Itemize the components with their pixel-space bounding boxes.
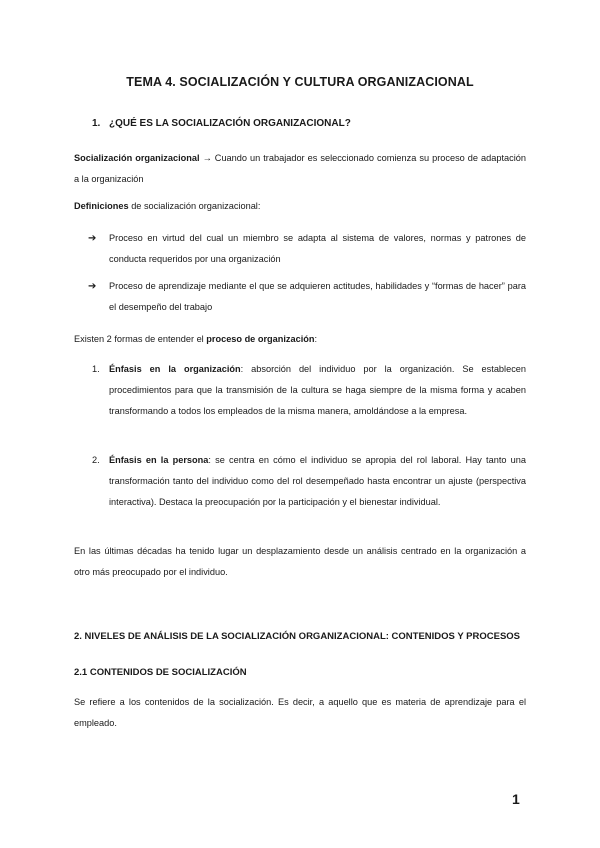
definitions-intro bbox=[74, 196, 526, 217]
right-arrow-icon: → bbox=[202, 153, 212, 163]
definitions-text: de socialización organizacional: bbox=[128, 201, 261, 211]
list-item bbox=[92, 359, 526, 422]
definition-term: Socialización organizacional bbox=[74, 153, 200, 163]
section-2-heading: 2. NIVELES DE ANÁLISIS DE LA SOCIALIZACIÓN ORGANIZACIONAL: CONTENIDOS Y PROCESOS bbox=[74, 631, 521, 642]
list-item-number: 1. bbox=[92, 364, 100, 374]
page-number: 1 bbox=[512, 791, 520, 807]
arrow-bullet-icon: ➔ bbox=[88, 233, 97, 244]
bullet-item bbox=[88, 228, 526, 270]
bullet-text: Proceso en virtud del cual un miembro se adapta al sistema de valores, normas y patrones de conducta requeridos por una organización bbox=[109, 233, 526, 264]
section-2-1-heading: 2.1 CONTENIDOS DE SOCIALIZACIÓN bbox=[74, 667, 247, 678]
arrow-bullet-icon: ➔ bbox=[88, 281, 97, 292]
definition-paragraph bbox=[74, 148, 526, 190]
list-item-number: 2. bbox=[92, 455, 100, 465]
list-item-text bbox=[109, 450, 526, 513]
list-item-term: Énfasis en la organización bbox=[109, 364, 241, 374]
section-1-heading bbox=[92, 118, 351, 129]
bullet-text: Proceso de aprendizaje mediante el que se adquieren actitudes, habilidades y “formas de hacer” para el desempeño del trabajo bbox=[109, 281, 526, 312]
list-item bbox=[92, 450, 526, 513]
forms-intro-text: Existen 2 formas de entender el bbox=[74, 334, 207, 344]
definition-text: Cuando un trabajador es seleccionado comienza su proceso de adaptación a la organización bbox=[74, 153, 526, 184]
forms-intro-end: : bbox=[314, 334, 318, 344]
page-title: TEMA 4. SOCIALIZACIÓN Y CULTURA ORGANIZACIONAL bbox=[126, 75, 474, 89]
list-item-body: : se centra en cómo el individuo se apropia del rol laboral. Hay tanto una transformación tanto del individuo como del rol desempeñado hasta encontrar un ajuste (perspectiva interactiva). Destaca la preocupación por la participación y el bienestar individual. bbox=[109, 455, 527, 507]
definitions-term: Definiciones bbox=[74, 201, 129, 211]
forms-intro bbox=[74, 329, 526, 350]
bullet-item bbox=[88, 276, 526, 318]
section-1-title: ¿QUÉ ES LA SOCIALIZACIÓN ORGANIZACIONAL? bbox=[109, 118, 351, 129]
list-item-term: Énfasis en la persona bbox=[109, 455, 209, 465]
list-item-text bbox=[109, 359, 526, 422]
section-2-1-paragraph: Se refiere a los contenidos de la socialización. Es decir, a aquello que es materia de aprendizaje para el empleado. bbox=[74, 697, 526, 728]
forms-intro-term: proceso de organización bbox=[206, 334, 315, 344]
closing-paragraph: En las últimas décadas ha tenido lugar un desplazamiento desde un análisis centrado en la organización a otro más preocupado por el individuo. bbox=[74, 546, 526, 577]
list-item-body: : absorción del individuo por la organización. Se establecen procedimientos para que la transmisión de la cultura se haga siempre de la misma forma y acaben transformando a todos los empleados de la misma manera, amoldándose a la empresa. bbox=[109, 364, 527, 416]
section-1-number: 1. bbox=[92, 118, 101, 129]
